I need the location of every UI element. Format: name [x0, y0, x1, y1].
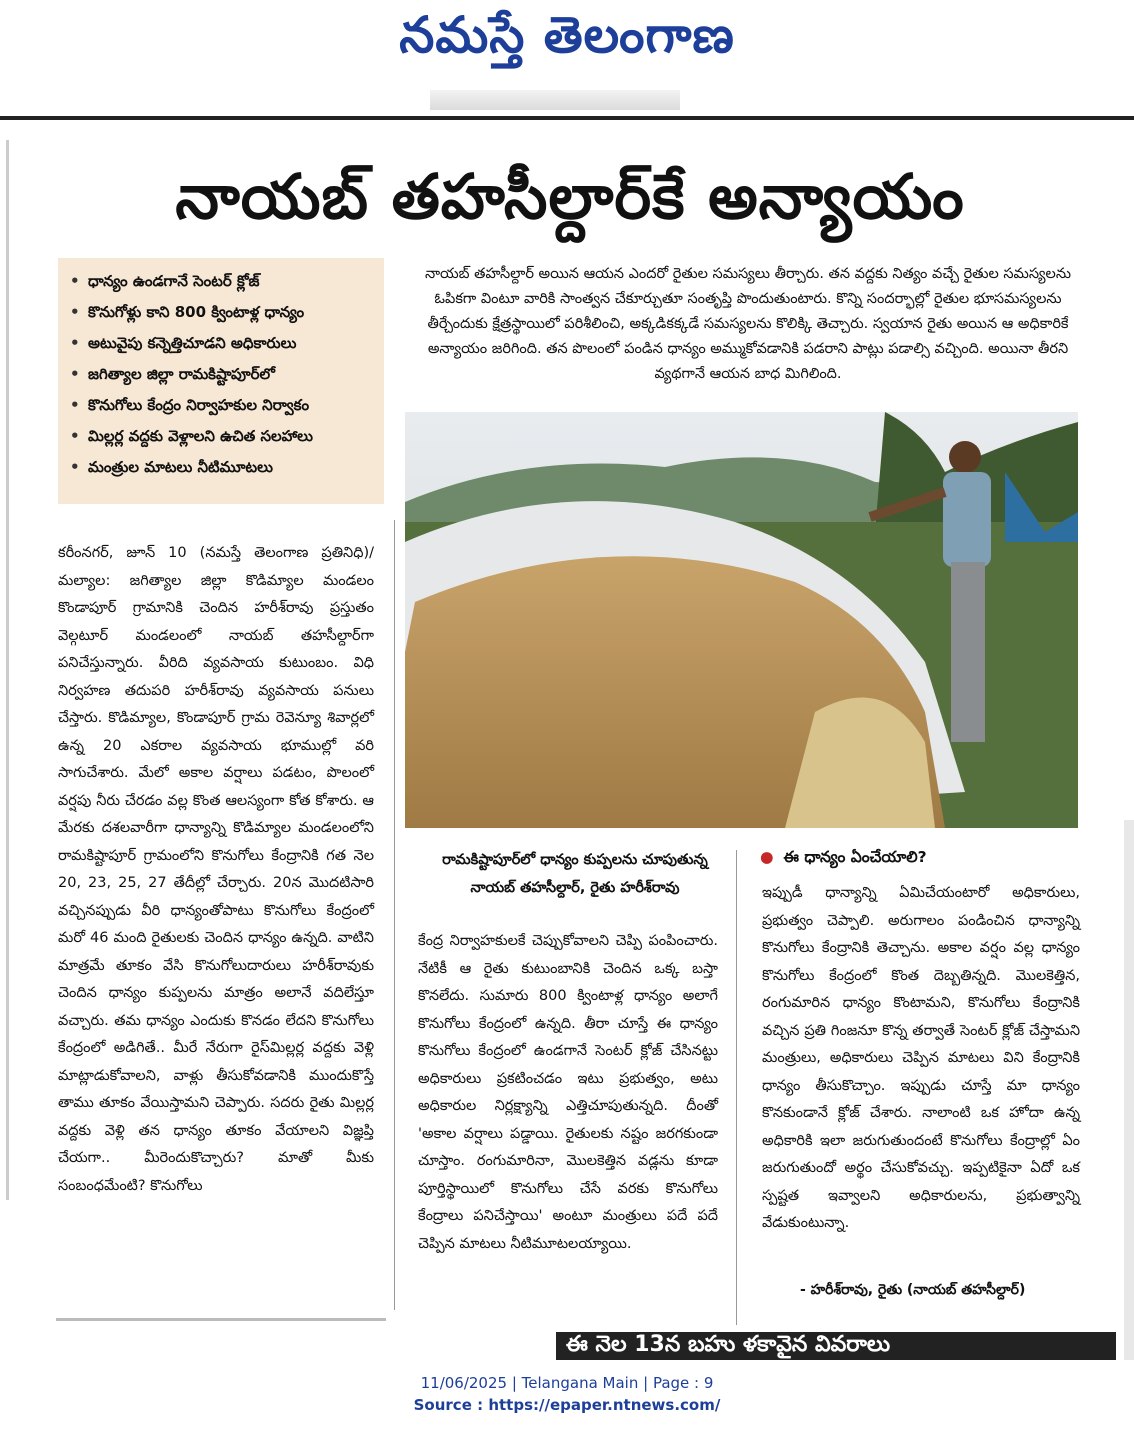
highlight-item: • అటువైపు కన్నెత్తిచూడని అధికారులు	[70, 328, 378, 359]
highlight-item: • మిల్లర్ల వద్దకు వెళ్లాలని ఉచిత సలహాలు	[70, 421, 378, 452]
highlight-text: కొనుగోలు కేంద్రం నిర్వాహకుల నిర్వాకం	[88, 396, 310, 414]
sidebox-signature: - హరీశ్‌రావు, రైతు (నాయబ్ తహసీల్దార్)	[800, 1282, 1026, 1298]
highlight-item-continued	[70, 390, 378, 421]
highlight-item: • జగిత్యాల జిల్లా రామకిష్టాపూర్‌లో	[70, 359, 378, 390]
left-edge-rule	[6, 140, 9, 1200]
masthead-rule	[0, 116, 1134, 120]
newspaper-logo: నమస్తే తెలంగాణ	[399, 6, 735, 64]
masthead-faded-strip	[430, 90, 680, 110]
highlight-item: • కొనుగోళ్లు కాని 800 క్వింటాళ్ల ధాన్యం	[70, 297, 378, 328]
sidebox-body: ఇప్పుడీ ధాన్యాన్ని ఏమిచేయంటారో అధికారులు, ప్రభుత్వం చెప్పాలి. అరుగాలం పండించిన ధాన్యాన్ని కొనుగోలు కేంద్రానికి తెచ్చాను. అకాల వర్షం వల్ల ధాన్యం కొనుగోలు కేంద్రంలో కొంత దెబ్బతిన్నది. మొలకెత్తిన, రంగుమారిన ధాన్యం కొంటామని, కొనుగోలు కేంద్రానికి వచ్చిన ప్రతి గింజనూ కొన్న తర్వాతే సెంటర్ క్లోజ్ చేస్తామని మంత్రులు, అధికారులు చెప్పిన మాటలు విని కేంద్రానికి ధాన్యం తీసుకొచ్చాం. ఇప్పుడు చూస్తే మా ధాన్యం కొనకుండానే క్లోజ్ చేశారు. నాలాంటి ఒక హోదా ఉన్న అధికారికి ఇలా జరుగుతుందంటే కొనుగోలు కేంద్రాల్లో ఏం జరుగుతుందో అర్థం చేసుకోవచ్చు. ఇప్పటికైనా ఏదో ఒక స్పష్టత ఇవ్వాలని అధికారులను, ప్రభుత్వాన్ని వేడుకుంటున్నా.	[762, 885, 1080, 1231]
highlight-item: • ధాన్యం ఉండగానే సెంటర్ క్లోజ్	[70, 266, 378, 297]
right-edge-strip	[1124, 820, 1134, 1360]
highlight-item: • మంత్రుల మాటలు నీటిమూటలు	[70, 452, 378, 483]
caption-line: నాయబ్ తహసీల్దార్, రైతు హరీశ్‌రావు	[470, 880, 680, 896]
photo-caption	[405, 846, 745, 902]
column-divider	[736, 850, 737, 1325]
next-article-teaser: ఈ నెల 13న బహు ళకావైన వివరాలు	[556, 1332, 1116, 1360]
caption-line: రామకిష్టాపూర్‌లో ధాన్యం కుప్పలను చూపుతున్న	[442, 852, 708, 868]
bullet-icon: ●	[760, 848, 774, 866]
column-divider	[394, 520, 395, 1310]
sidebox-title	[760, 848, 927, 870]
article-column-1: కరీంనగర్, జూన్ 10 (నమస్తే తెలంగాణ ప్రతినిధి)/మల్యాల: జగిత్యాల జిల్లా కొడిమ్యాల మండలం కొండాపూర్ గ్రామానికి చెందిన హరీశ్‌రావు ప్రస్తుతం వెల్గటూర్ మండలంలో నాయబ్ తహసీల్దార్‌గా పనిచేస్తున్నారు. వీరిది వ్యవసాయ కుటుంబం. విధి నిర్వహణ తదుపరి హరీశ్‌రావు వ్యవసాయ పనులు చేస్తారు. కొడిమ్యాల, కొండాపూర్ గ్రామ రెవెన్యూ శివార్లలో ఉన్న 20 ఎకరాల వ్యవసాయ భూముల్లో వరి సాగుచేశారు. మేలో అకాల వర్షాలు పడటం, పొలంలో వర్షపు నీరు చేరడం వల్ల కొంత ఆలస్యంగా కోత కోశారు. ఆ మేరకు దశలవారీగా ధాన్యాన్ని కొడిమ్యాల మండలంలోని రామకిష్టాపూర్ గ్రామంలోని కొనుగోలు కేంద్రానికి గత నెల 20, 23, 25, 27 తేదీల్లో చేర్చారు. 20న మొదటిసారి వచ్చినప్పుడు వీరి ధాన్యంతోపాటు కొనుగోలు కేంద్రంలో మరో 46 మంది రైతులకు చెందిన ధాన్యం ఉన్నది. వాటిని మాత్రమే తూకం వేసి కొనుగోలుదారులు హరీశ్‌రావుకు చెందిన ధాన్యం కుప్పలను మాత్రం అలానే వదిలేస్తూ వచ్చారు. తమ ధాన్యం ఎందుకు కొనడం లేదని కొనుగోలు కేంద్రంలో అడిగితే.. మీరే నేరుగా రైస్‌మిల్లర్ల వద్దకు వెళ్లి మాట్లాడుకోవాలని, వాళ్లు తీసుకోవడానికి ముందుకొస్తే తాము తూకం వేయిస్తామని చెప్పారు. సదరు రైతు మిల్లర్ల వద్దకు వెళ్లి తన ధాన్యం తూకం వేయాలని విజ్ఞప్తి చేయగా.. మీరెందుకొచ్చారు? మాతో మీకు సంబంధమేంటి? కొనుగోలు	[58, 545, 374, 1194]
masthead	[0, 0, 1134, 120]
article-column-2: కేంద్ర నిర్వాహకులకే చెప్పుకోవాలని చెప్పి పంపించారు. నేటికీ ఆ రైతు కుటుంబానికి చెందిన ఒక్క బస్తా కొనలేదు. సుమారు 800 క్వింటాళ్ల ధాన్యం అలాగే కొనుగోలు కేంద్రంలో ఉన్నది. తీరా చూస్తే ఈ ధాన్యం కొనుగోలు కేంద్రంలో ఉండగానే సెంటర్ క్లోజ్ చేసినట్టు అధికారులు ప్రకటించడం ఇటు ప్రభుత్వం, అటు అధికారుల నిర్లక్ష్యాన్ని ఎత్తిచూపుతున్నది. దీంతో 'అకాల వర్షాలు పడ్డాయి. రైతులకు నష్టం జరగకుండా చూస్తాం. రంగుమారినా, మొలకెత్తిన వడ్లను కూడా పూర్తిస్థాయిలో కొనుగోలు చేసే వరకు కొనుగోలు కేంద్రాలు పనిచేస్తాయి' అంటూ మంత్రులు పదే పదే చెప్పిన మాటలు నీటిమూటలయ్యాయి.	[418, 933, 718, 1252]
paddy-photo	[405, 412, 1078, 828]
highlights-box	[58, 258, 384, 504]
footer-date-page: 11/06/2025 | Telangana Main | Page : 9	[420, 1374, 714, 1392]
page-footer	[0, 1372, 1134, 1416]
bottom-rule	[56, 1318, 386, 1321]
intro-paragraph: నాయబ్ తహసీల్దార్ అయిన ఆయన ఎందరో రైతుల సమస్యలు తీర్చారు. తన వద్దకు నిత్యం వచ్చే రైతుల సమస్యలను ఓపికగా వింటూ వారికి సాంత్వన చేకూర్చుతూ సంతృప్తి పొందుతుంటారు. కొన్ని సందర్భాల్లో రైతుల భూసమస్యలను తీర్చేందుకు క్షేత్రస్థాయిలో పరిశీలించి, అక్కడికక్కడే సమస్యలను కొలిక్కి తెచ్చారు. స్వయాన రైతు అయిన ఆ అధికారికే అన్యాయం జరిగింది. తన పొలంలో పండిన ధాన్యం అమ్ముకోవడానికి పడరాని పాట్లు పడాల్సి వచ్చింది. అయినా తీరని వ్యథగానే ఆయన బాధ మిగిలింది.	[424, 266, 1072, 382]
footer-source-link[interactable]: Source : https://epaper.ntnews.com/	[413, 1396, 721, 1414]
photo-illustration	[405, 412, 1078, 828]
sidebox-title-text: ఈ ధాన్యం ఏంచేయాలి?	[783, 848, 927, 866]
headline: నాయబ్ తహసీల్దార్‌కే అన్యాయం	[175, 160, 965, 233]
